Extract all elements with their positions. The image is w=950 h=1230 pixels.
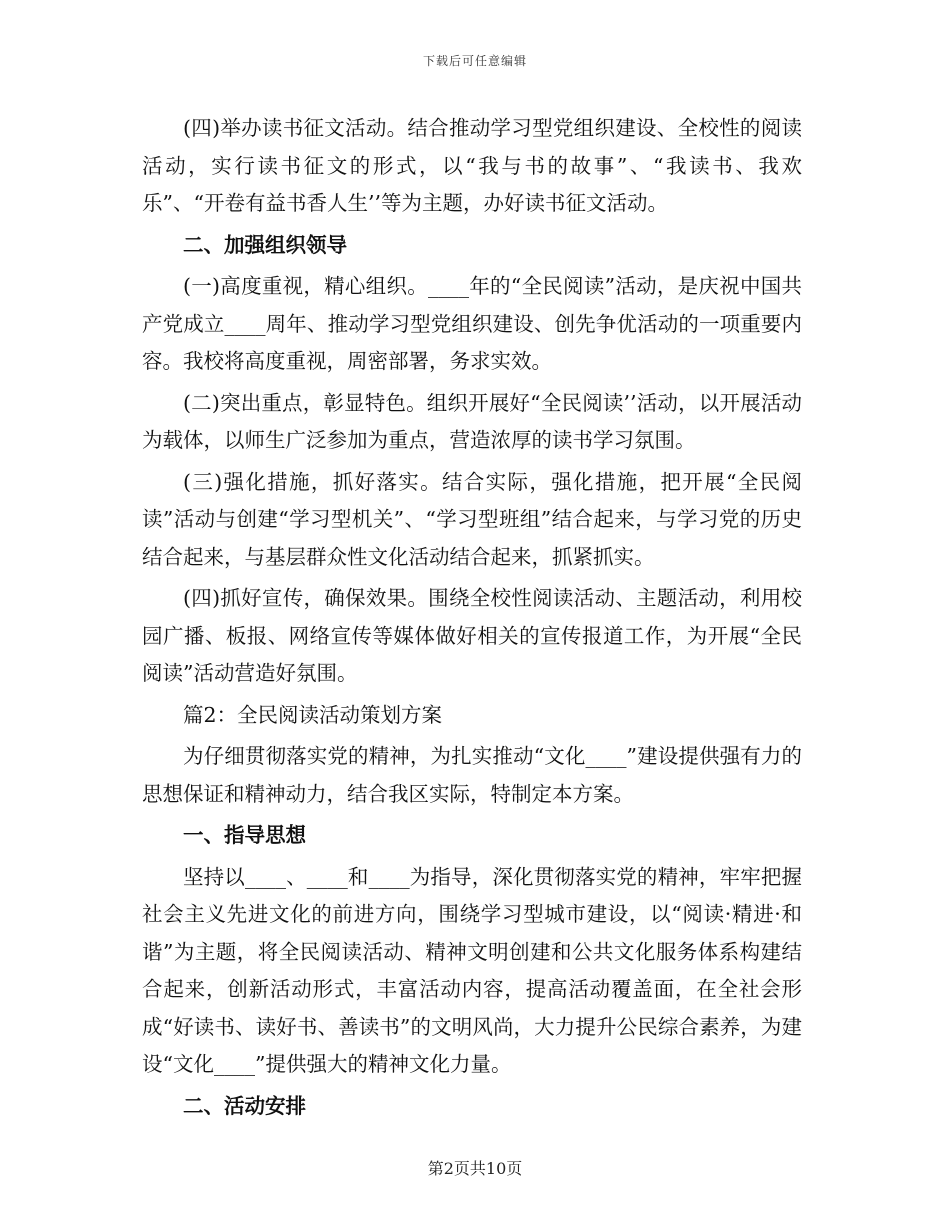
chapter-title-part-2: 篇2：全民阅读活动策划方案 bbox=[183, 702, 443, 727]
document-body bbox=[142, 110, 802, 1129]
paragraph-strengthen-measures: (三)强化措施，抓好落实。结合实际，强化措施，把开展“全民阅读”活动与创建“学习型机关”、“学习型班组”结合起来，与学习党的历史结合起来，与基层群众性文化活动结合起来，抓紧抓实。 bbox=[142, 469, 802, 569]
paragraph-reading-essay: (四)举办读书征文活动。结合推动学习型党组织建设、全校性的阅读活动，实行读书征文的形式，以“我与书的故事”、“我读书、我欢乐”、“开卷有益书香人生’’等为主题，办好读书征文活动。 bbox=[142, 116, 802, 215]
section-heading-activity-arrangement: 二、活动安排 bbox=[183, 1093, 306, 1118]
page-number: 第2页共10页 bbox=[427, 1159, 523, 1178]
header-note: 下载后可任意编辑 bbox=[422, 54, 527, 68]
paragraph-publicity: (四)抓好宣传，确保效果。围绕全校性阅读活动、主题活动，利用校园广播、板报、网络宣传等媒体做好相关的宣传报道工作，为开展“全民阅读”活动营造好氛围。 bbox=[142, 586, 802, 685]
section-heading-guiding-ideology: 一、指导思想 bbox=[183, 823, 306, 847]
paragraph-high-attention: (一)高度重视，精心组织。____年的“全民阅读”活动，是庆祝中国共产党成立____周年、推动学习型党组织建设、创先争优活动的一项重要内容。我校将高度重视，周密部署，务求实效。 bbox=[142, 274, 802, 373]
paragraph-intro: 为仔细贯彻落实党的精神，为扎实推动“文化____”建设提供强有力的思想保证和精神动力，结合我区实际，特制定本方案。 bbox=[142, 744, 802, 806]
paragraph-highlight-focus: (二)突出重点，彰显特色。组织开展好“全民阅读’’活动，以开展活动为载体，以师生广泛参加为重点，营造浓厚的读书学习氛围。 bbox=[142, 390, 802, 452]
section-heading-organization: 二、加强组织领导 bbox=[183, 232, 347, 257]
paragraph-guiding-ideology: 坚持以____、____和____为指导，深化贯彻落实党的精神，牢牢把握社会主义先进文化的前进方向，围绕学习型城市建设，以“阅读·精进·和谐”为主题，将全民阅读活动、精神文明创建和公共文化服务体系构建结合起来，创新活动形式，丰富活动内容，提高活动覆盖面，在全社会形成“好读书、读好书、善读书”的文明风尚，大力提升公民综合素养，为建设“文化____”提供强大的精神文化力量。 bbox=[142, 864, 802, 1076]
